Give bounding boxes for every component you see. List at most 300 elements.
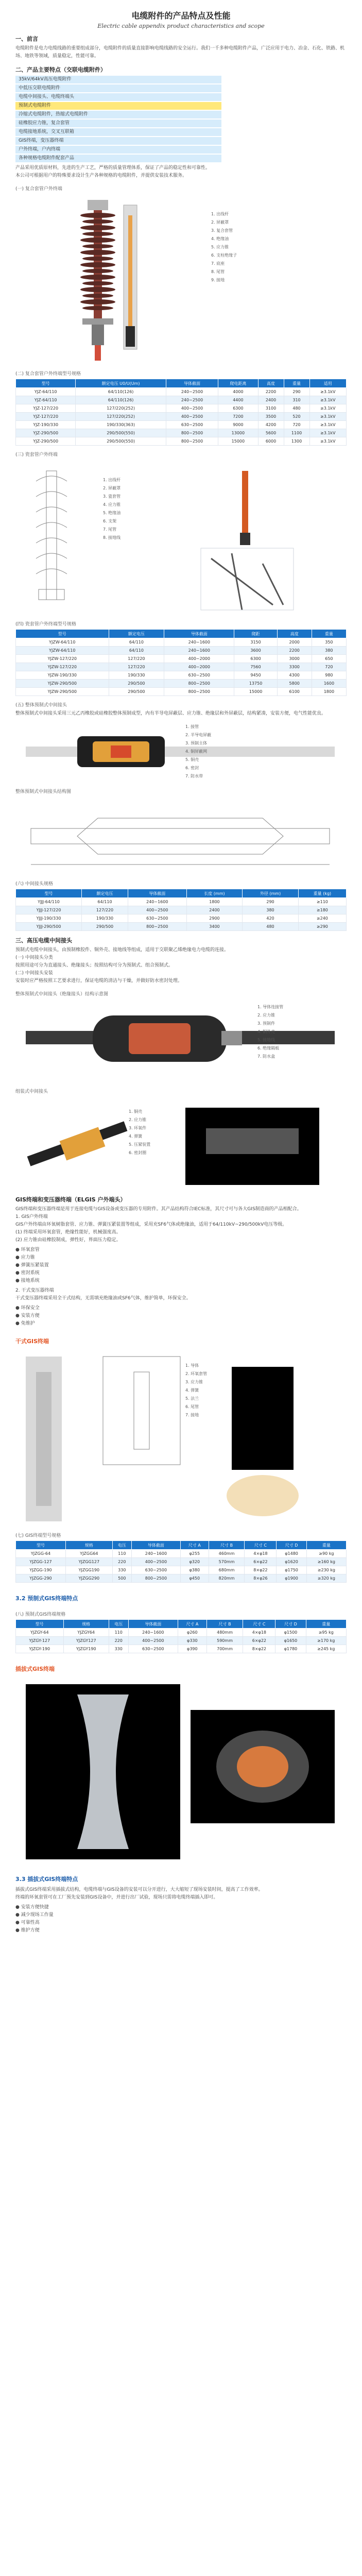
table-cell: 570mm [209, 1558, 245, 1566]
part-label: 5. 压紧装置 [129, 1142, 151, 1147]
feature-item: 35kV/64kV高压电缆附件 [15, 76, 221, 83]
table-cell: 127/220 [109, 663, 164, 671]
table-row [16, 898, 347, 906]
part-label: 2. 应力锥 [129, 1117, 147, 1122]
section-caption: (一) 复合套管户外终端 [15, 187, 62, 192]
feature-item: 各种规格电缆附件配套产品 [15, 155, 221, 162]
table-cell: ≥3.1kV [309, 404, 347, 413]
table-cell: ≥3.1kV [309, 413, 347, 421]
part-label: 4. 铜外壳 [257, 1029, 275, 1034]
part-label: 5. 接地线 [257, 1038, 275, 1042]
part-label: 6. 支柱绝缘子 [211, 253, 237, 258]
outdoor-termination-illustration [15, 195, 347, 365]
table-cell: φ1780 [275, 1645, 306, 1653]
table-cell: 480 [243, 923, 299, 931]
table-cell: 9000 [218, 421, 258, 429]
table-header: 高度 [277, 630, 312, 638]
table-header: 导体截面 [164, 630, 234, 638]
part-label: 6. 密封圈 [129, 1150, 147, 1155]
table-body [16, 1629, 347, 1653]
table-cell: 9450 [234, 671, 277, 680]
table-cell: 7560 [234, 663, 277, 671]
table-header: 长度 (mm) [186, 889, 243, 898]
table-cell: YJZGY64 [63, 1629, 109, 1637]
table-header: 规格 [66, 1541, 113, 1550]
table-cell: YJZGY190 [63, 1645, 109, 1653]
joint-outline-drawing [15, 798, 347, 875]
table-cell: 800~2500 [164, 680, 234, 688]
table-cell: φ1650 [275, 1637, 306, 1645]
table-cell: 3100 [258, 404, 284, 413]
part-label: 6. 尾管 [185, 1404, 199, 1409]
list-item: ● 安装方便 [15, 1313, 40, 1318]
joint-figure [15, 721, 347, 783]
list-item: ● 密封系统 [15, 1270, 40, 1276]
table-cell: 2200 [277, 647, 312, 655]
table-cell: 240~1600 [164, 638, 234, 647]
table-row [16, 1637, 347, 1645]
table-header: 重量 [306, 1620, 346, 1629]
section-caption: (五) 整体预制式中间接头 [15, 703, 67, 708]
plug-gis-figure [15, 1679, 347, 1865]
table-header: 型号 [16, 379, 76, 388]
table-row [16, 655, 347, 663]
table-cell: 13000 [218, 429, 258, 437]
table-cell: 15000 [234, 688, 277, 696]
table-cell: 350 [312, 638, 346, 647]
table-cell: 330 [112, 1566, 131, 1574]
table-cell: YJZGG-190 [16, 1566, 66, 1574]
table-cell: 110 [109, 1629, 128, 1637]
list-item: ● 接地系统 [15, 1278, 40, 1283]
table-cell: 400~2500 [131, 1558, 180, 1566]
table-row [16, 923, 347, 931]
table-row [16, 1558, 347, 1566]
table-cell: 520 [284, 413, 309, 421]
feature-item: 硅橡胶应力锥，复合套管 [15, 120, 221, 127]
table-cell: 400~2000 [164, 663, 234, 671]
table-cell: φ1620 [277, 1558, 306, 1566]
section-heading: GIS终端和变压器终端（ELGIS 户外端头） [15, 1196, 126, 1203]
part-label: 4. 弹簧 [185, 1388, 199, 1393]
table-header: 规格 [63, 1620, 109, 1629]
joint-label-list [185, 723, 211, 781]
table-cell: 330 [109, 1645, 128, 1653]
table-cell: 400~2500 [128, 906, 186, 914]
table-cell: ≥3.1kV [309, 388, 347, 396]
assembled-joint-illustration [15, 1097, 347, 1190]
table-cell: 2400 [186, 906, 243, 914]
section-banner: 插拔式GIS终端 [15, 1666, 55, 1672]
table-cell: φ255 [180, 1550, 209, 1558]
table-cell: 380 [312, 647, 346, 655]
table-cell: 630~2500 [164, 671, 234, 680]
table-cell: 290/500 [82, 923, 128, 931]
part-label: 3. 环氧件 [129, 1126, 147, 1130]
table-cell: 290/500(550) [76, 437, 166, 446]
section-banner: 3.2 预制式GIS终端特点 [15, 1595, 78, 1602]
page-subtitle: Electric cable appendix product characteristics and scope [97, 23, 265, 29]
table-cell: YJZGG127 [66, 1558, 113, 1566]
table-cell: 700mm [206, 1645, 243, 1653]
section-caption: 组装式中间接头 [15, 1089, 48, 1094]
diagram-title: 整体预制式中间接头（绝缘接头）结构示意图 [15, 992, 109, 997]
table-cell: ≥320 kg [306, 1574, 346, 1583]
table-cell: 680mm [209, 1566, 245, 1574]
body-text: 干式变压器终端采用全干式结构，无需填充绝缘油或SF6气体，维护简单，环保安全。 [15, 1296, 191, 1301]
insulated-joint-figure [15, 1000, 347, 1082]
plug-gis-illustration [15, 1679, 347, 1865]
table-header: 重量 (kg) [298, 889, 346, 898]
termination-top-cap [88, 200, 108, 210]
table-cell: YJZ-290/500 [16, 437, 76, 446]
table-row [16, 388, 347, 396]
part-label: 4. 应力锥 [103, 502, 121, 507]
table-body [16, 898, 347, 931]
table-cell: 240~1600 [128, 1629, 178, 1637]
table-cell: 3000 [277, 655, 312, 663]
part-label: 3. 预制件 [257, 1021, 275, 1026]
table-cell: YJZW-290/500 [16, 688, 109, 696]
table-header: 重量 [306, 1541, 346, 1550]
intro-paragraph: 电缆附件是电力电缆线路的重要组成部分，电缆附件的质量直接影响电缆线路的安全运行。我们一千多种电缆附件产品，广泛应用于电力、冶金、石化、铁路、机场、地铁等领域，质量稳定，性能可靠。 [15, 46, 345, 59]
table-cell: YJJJ-64/110 [16, 898, 82, 906]
table-cell: YJZGY-127 [16, 1637, 64, 1645]
table-cell: 630~2500 [128, 914, 186, 923]
table-cell: YJZ-290/500 [16, 429, 76, 437]
dry-feature-list [15, 1304, 347, 1328]
list-item: ● 弹簧压紧装置 [15, 1263, 49, 1268]
table-header: 爬距 [234, 630, 277, 638]
part-label: 1. 出线杆 [211, 212, 229, 216]
part-label: 1. 导体连接管 [257, 1005, 284, 1009]
table-cell: 650 [312, 655, 346, 663]
joint-text: 整体预制式中间接头采用三元乙丙橡胶或硅橡胶整体预制成型，内有半导电屏蔽层、应力锥、绝缘层和外屏蔽层，结构紧凑，安装方便，电气性能优良。 [15, 711, 326, 716]
part-label: 7. 底座 [211, 261, 225, 266]
spec-table [15, 889, 347, 931]
table-cell: φ1750 [277, 1566, 306, 1574]
table-row [16, 647, 347, 655]
part-label: 2. 应力锥 [257, 1013, 275, 1018]
table-cell: 3400 [186, 923, 243, 931]
table-header: 导体截面 [128, 889, 186, 898]
spec-table [15, 379, 347, 446]
plug-feature-list [15, 1904, 347, 1935]
table-caption: (四) 瓷套管户外终端型号规格 [15, 622, 76, 627]
part-label: 8. 尾管 [211, 269, 225, 274]
table-cell: 8×φ22 [245, 1566, 277, 1574]
table-header: 电压 [112, 1541, 131, 1550]
table-cell: 2400 [258, 396, 284, 404]
table-cell: 290/500(550) [76, 429, 166, 437]
table-header: 爬电距离 [218, 379, 258, 388]
table-header: 尺寸 D [277, 1541, 306, 1550]
part-label: 7. 防水带 [185, 774, 203, 778]
table-cell: 127/220 [109, 655, 164, 663]
table-header: 额定电压 U0/U(Um) [76, 379, 166, 388]
table-header: 额定电压 [82, 889, 128, 898]
table-cell: 460mm [209, 1550, 245, 1558]
table-cell: 8×φ26 [245, 1574, 277, 1583]
list-item: ● 环保安全 [15, 1306, 40, 1311]
feature-item: 预制式电缆附件 [15, 102, 221, 110]
table-cell: 4200 [258, 421, 284, 429]
table-cell: 3600 [234, 647, 277, 655]
table-cell: 2200 [258, 388, 284, 396]
table-cell: 6100 [277, 688, 312, 696]
table-body [16, 1550, 347, 1583]
table-cell: 400~2500 [166, 404, 218, 413]
table-row [16, 688, 347, 696]
list-item: ● 可靠性高 [15, 1920, 40, 1925]
table-cell: YJZGY-64 [16, 1629, 64, 1637]
list-item: ● 环氧套管 [15, 1247, 40, 1252]
table-cell: YJZW-127/220 [16, 663, 109, 671]
table-cell: 800~2500 [128, 923, 186, 931]
table-cell: 6300 [234, 655, 277, 663]
table-cell: YJJJ-127/220 [16, 906, 82, 914]
part-label-list [129, 1108, 150, 1157]
part-label-list [103, 476, 120, 542]
table-cell: 820mm [209, 1574, 245, 1583]
table-row [16, 437, 347, 446]
table-cell: 290/500 [109, 688, 164, 696]
table-cell: ≥240 [298, 914, 346, 923]
table-cell: 5800 [277, 680, 312, 688]
table-header: 型号 [16, 889, 82, 898]
table-cell: 15000 [218, 437, 258, 446]
table-cell: 400~2000 [164, 655, 234, 663]
part-label: 3. 复合套管 [211, 228, 233, 233]
table-cell: YJZGG-127 [16, 1558, 66, 1566]
table-header: 导体截面 [131, 1541, 180, 1550]
table-cell: YJZW-64/110 [16, 647, 109, 655]
table-cell: 110 [112, 1550, 131, 1558]
feature-item: 冷缩式电缆附件，热缩式电缆附件 [15, 111, 221, 118]
table-cell: 3300 [277, 663, 312, 671]
table-body [16, 388, 347, 446]
table-cell: 6×φ22 [245, 1558, 277, 1566]
table-cell: 240~2500 [166, 396, 218, 404]
table-cell: YJZGG-64 [16, 1550, 66, 1558]
table-cell: 800~2500 [164, 688, 234, 696]
table-cell: YJZ-127/220 [16, 404, 76, 413]
table-cell: 720 [284, 421, 309, 429]
part-label: 5. 应力锥 [211, 245, 229, 249]
table-cell: φ330 [178, 1637, 207, 1645]
table-cell: 3500 [258, 413, 284, 421]
part-label: 5. 绝缘油 [103, 511, 121, 515]
table-header: 导体截面 [166, 379, 218, 388]
table-cell: 4400 [218, 396, 258, 404]
table-cell: YJJJ-290/500 [16, 923, 82, 931]
table-cell: φ260 [178, 1629, 207, 1637]
part-label: 3. 应力锥 [185, 1380, 203, 1384]
table-row [16, 663, 347, 671]
termination-figure [15, 195, 347, 365]
table-header: 外径 (mm) [243, 889, 299, 898]
body-text: GIS户外终端由环氧树脂套管、应力锥、弹簧压紧装置等组成，采用充SF6气体或绝缘油，适用于64/110kV~290/500kV电压等级。 [15, 1222, 287, 1227]
part-label: 8. 接地线 [103, 535, 121, 540]
part-label: 1. 出线杆 [103, 478, 121, 482]
feature-item: GIS终端，变压器终端 [15, 137, 221, 145]
table-cell: YJZ-64/110 [16, 388, 76, 396]
part-label: 3. 瓷套管 [103, 494, 121, 499]
table-header: 适用 [309, 379, 347, 388]
porcelain-termination-drawing [15, 461, 347, 615]
table-cell: 64/110 [109, 647, 164, 655]
body-text: (1) 终端采用环氧套管，绝缘性能好，机械强度高。 [15, 1230, 121, 1235]
joint-diagram [15, 798, 347, 875]
table-header: 尺寸 D [275, 1620, 306, 1629]
table-header: 尺寸 C [245, 1541, 277, 1550]
table-cell: 2900 [186, 914, 243, 923]
table-cell: ≥170 kg [306, 1637, 346, 1645]
part-label: 2. 半导电屏蔽 [185, 733, 212, 737]
table-cell: ≥180 [298, 906, 346, 914]
body-text: (2) 应力锥由硅橡胶制成，弹性好，界面压力稳定。 [15, 1238, 121, 1243]
table-cell: 630~2500 [166, 421, 218, 429]
table-cell: 7200 [218, 413, 258, 421]
table-cell: 800~2500 [166, 437, 218, 446]
table-cell: YJZGY127 [63, 1637, 109, 1645]
part-label: 7. 接地 [185, 1413, 199, 1417]
part-label: 1. 导体 [185, 1363, 199, 1368]
body-text: 终端的环氧套管可在工厂预先安装到GIS设备中，并进行出厂试验，现场只需将电缆终端插入即可。 [15, 1895, 218, 1900]
diagram-title: 整体预制式中间接头结构图 [15, 789, 72, 794]
body-text: 预制式电缆中间接头，由预制橡胶件、铜外壳、接地线等组成，适用于交联聚乙烯绝缘电力电缆的连接。 [15, 947, 229, 953]
table-cell: 290 [243, 898, 299, 906]
table-header: 高度 [258, 379, 284, 388]
table-row [16, 396, 347, 404]
table-cell: 290 [284, 388, 309, 396]
part-label: 4. 绝缘油 [211, 236, 229, 241]
table-cell: YJZ-64/110 [16, 396, 76, 404]
table-header: 尺寸 B [206, 1620, 243, 1629]
table-cell: 4×φ18 [243, 1629, 275, 1637]
section-banner: 干式GIS终端 [15, 1338, 49, 1345]
table-cell: φ1480 [277, 1550, 306, 1558]
features-text: 产品采用优质原材料，先进的生产工艺，严格的质量管理体系，保证了产品的稳定性和可靠性。 [15, 165, 211, 171]
table-cell: 190/330 [109, 671, 164, 680]
table-header: 尺寸 C [243, 1620, 275, 1629]
table-cell: 720 [312, 663, 346, 671]
table-cell: YJZGG-290 [16, 1574, 66, 1583]
table-cell: ≥95 kg [306, 1629, 346, 1637]
table-cell: 380 [243, 906, 299, 914]
table-row [16, 1645, 347, 1653]
table-caption: (八) 预制式GIS终端规格 [15, 1612, 66, 1617]
body-text: 插拔式GIS终端采用插拔式结构，电缆终端与GIS设备的安装可以分开进行，大大缩短了现场安装时间，提高了工作效率。 [15, 1887, 263, 1892]
table-cell: ≥3.1kV [309, 429, 347, 437]
list-item: ● 免维护 [15, 1321, 35, 1326]
feature-list [15, 76, 347, 162]
list-item: ● 应力锥 [15, 1255, 35, 1260]
table-row [16, 680, 347, 688]
part-label: 5. 法兰 [185, 1396, 199, 1401]
table-cell: 1800 [312, 688, 346, 696]
porcelain-figure [15, 461, 347, 615]
table-cell: 980 [312, 671, 346, 680]
table-cell: 8×φ22 [243, 1645, 275, 1653]
table-cell: 310 [284, 396, 309, 404]
table-cell: YJZW-64/110 [16, 638, 109, 647]
table-cell: 127/220(252) [76, 413, 166, 421]
part-label: 7. 尾管 [103, 527, 117, 532]
table-cell: 240~1600 [131, 1550, 180, 1558]
table-cell: 220 [109, 1637, 128, 1645]
joint-illustration [15, 721, 347, 783]
table-cell: 400~2500 [166, 413, 218, 421]
table-cell: YJZGY-190 [16, 1645, 64, 1653]
table-cell: φ390 [178, 1645, 207, 1653]
dry-gis-figure [15, 1351, 347, 1527]
table-header: 导体截面 [128, 1620, 178, 1629]
part-label: 4. 弹簧 [129, 1134, 143, 1139]
table-cell: 2000 [277, 638, 312, 647]
table-cell: 420 [243, 914, 299, 923]
table-caption: (二) 复合套管户外终端型号规格 [15, 371, 81, 377]
table-cell: ≥3.1kV [309, 421, 347, 429]
body-text: 安装时应严格按照工艺要求进行，保证电缆的清洁与干燥，并做好防水密封处理。 [15, 978, 183, 984]
table-header: 尺寸 A [178, 1620, 207, 1629]
table-cell: φ380 [180, 1566, 209, 1574]
table-body [16, 638, 347, 696]
table-cell: 590mm [206, 1637, 243, 1645]
table-cell: 630~2500 [131, 1566, 180, 1574]
table-cell: 64/110(126) [76, 396, 166, 404]
table-cell: φ1500 [275, 1629, 306, 1637]
table-cell: ≥3.1kV [309, 437, 347, 446]
part-label-list [185, 1362, 207, 1419]
table-cell: 1800 [186, 898, 243, 906]
part-label-list [211, 210, 237, 284]
table-cell: 190/330(363) [76, 421, 166, 429]
table-row [16, 638, 347, 647]
sub-heading: 2. 干式变压器终端 [15, 1288, 54, 1293]
features-heading: 二、产品主要特点（交联电缆附件） [15, 66, 106, 73]
table-cell: 6×φ22 [243, 1637, 275, 1645]
table-cell: YJJJ-190/330 [16, 914, 82, 923]
table-cell: 4×φ18 [245, 1550, 277, 1558]
sub-heading: (二) 中间接头安装 [15, 971, 53, 976]
table-cell: φ1900 [277, 1574, 306, 1583]
body-text: 按照用途可分为直通接头、绝缘接头；按照结构可分为预制式、组合预制式。 [15, 963, 174, 968]
table-cell: 4000 [218, 388, 258, 396]
section-banner: 3.3 插拔式GIS终端特点 [15, 1876, 78, 1883]
table-header: 电压 [109, 1620, 128, 1629]
table-cell: YJZ-190/330 [16, 421, 76, 429]
part-label-list [257, 1003, 283, 1061]
table-cell: φ320 [180, 1558, 209, 1566]
table-cell: YJZGG290 [66, 1574, 113, 1583]
table-cell: 240~2500 [166, 388, 218, 396]
page-title: 电缆附件的产品特点及性能 [131, 11, 231, 21]
table-cell: 800~2500 [166, 429, 218, 437]
assembled-joint-figure [15, 1097, 347, 1190]
table-cell: 240~1600 [164, 647, 234, 655]
part-label: 2. 屏蔽罩 [211, 220, 229, 225]
table-row [16, 1566, 347, 1574]
table-row [16, 1629, 347, 1637]
section-caption: (三) 瓷套管户外终端 [15, 452, 58, 457]
spec-table [15, 1540, 347, 1583]
table-cell: 290/500 [109, 680, 164, 688]
table-header: 重量 [312, 630, 346, 638]
spec-table [15, 629, 347, 696]
table-header: 型号 [16, 1541, 66, 1550]
table-cell: YJZW-290/500 [16, 680, 109, 688]
